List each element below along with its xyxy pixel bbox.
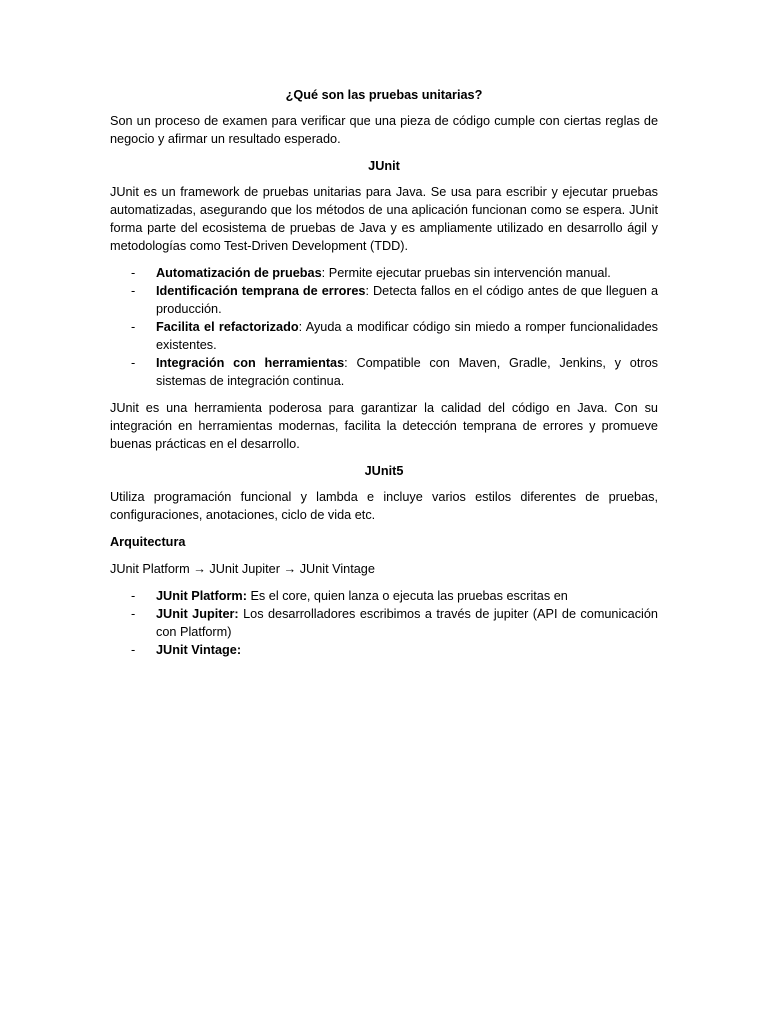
heading-que-son: ¿Qué son las pruebas unitarias?	[285, 88, 483, 102]
list-item	[110, 264, 658, 282]
benefits-list	[110, 264, 658, 390]
list-item-term: Facilita el refactorizado	[156, 320, 299, 334]
list-item	[110, 318, 658, 354]
list-item-term: JUnit Jupiter:	[156, 607, 239, 621]
flow-platform: JUnit Platform	[110, 562, 190, 576]
list-item-term: Identificación temprana de errores	[156, 284, 366, 298]
list-item-term: Automatización de pruebas	[156, 266, 322, 280]
paragraph-junit: JUnit es un framework de pruebas unitarias para Java. Se usa para escribir y ejecutar pruebas automatizadas, asegurando que los métodos de una aplicación funcionan como se espera. JUnit forma parte del ecosistema de pruebas de Java y es ampliamente utilizado en desarrollo ágil y metodologías como Test-Driven Development (TDD).	[110, 185, 658, 253]
right-arrow-icon: →	[283, 562, 297, 576]
right-arrow-icon: →	[193, 562, 206, 576]
dash-bullet: -	[131, 284, 136, 298]
list-item-sep: :	[344, 356, 348, 370]
dash-bullet: -	[131, 356, 136, 370]
flow-jupiter: JUnit Jupiter	[209, 562, 280, 576]
dash-bullet: -	[131, 643, 136, 657]
list-item	[110, 282, 658, 318]
list-item	[110, 605, 658, 641]
heading-junit5: JUnit5	[364, 464, 404, 478]
list-item-term: Integración con herramientas	[156, 356, 345, 370]
paragraph-definition: Son un proceso de examen para verificar que una pieza de código cumple con ciertas reglas de negocio y afirmar un resultado esperado.	[110, 114, 658, 146]
list-item	[110, 641, 658, 659]
list-item-term: JUnit Vintage:	[156, 643, 242, 657]
paragraph-junit5: Utiliza programación funcional y lambda e incluye varios estilos diferentes de pruebas, configuraciones, anotaciones, ciclo de vida etc.	[110, 490, 658, 522]
dash-bullet: -	[131, 589, 136, 603]
list-item-desc: Detecta fallos en el código antes de que lleguen a producción.	[156, 284, 659, 316]
list-item-sep: :	[321, 266, 326, 280]
paragraph-summary: JUnit es una herramienta poderosa para garantizar la calidad del código en Java. Con su integración en herramientas modernas, facilita la detección temprana de errores y promueve buenas prácticas en el desarrollo.	[110, 401, 658, 451]
architecture-flow	[110, 560, 658, 578]
list-item-desc: Permite ejecutar pruebas sin intervención manual.	[325, 266, 611, 280]
list-item-sep: :	[365, 284, 369, 298]
dash-bullet: -	[131, 607, 136, 621]
heading-arquitectura: Arquitectura	[110, 535, 186, 549]
list-item	[110, 587, 658, 605]
list-item-desc: Es el core, quien lanza o ejecuta las pruebas escritas en	[246, 589, 568, 603]
list-item-sep: :	[298, 320, 303, 334]
flow-vintage: JUnit Vintage	[299, 562, 375, 576]
list-item-term: JUnit Platform:	[156, 589, 247, 603]
dash-bullet: -	[131, 320, 136, 334]
heading-junit: JUnit	[368, 159, 400, 173]
components-list	[110, 587, 658, 659]
list-item-desc: Los desarrolladores escribimos a través de jupiter (API de comunicación con Platform)	[156, 607, 658, 639]
list-item-desc: Ayuda a modificar código sin miedo a romper funcionalidades existentes.	[156, 320, 658, 352]
list-item-desc: Compatible con Maven, Gradle, Jenkins, y otros sistemas de integración continua.	[156, 356, 658, 388]
dash-bullet: -	[131, 266, 136, 280]
document-page	[110, 86, 658, 668]
list-item	[110, 354, 658, 390]
